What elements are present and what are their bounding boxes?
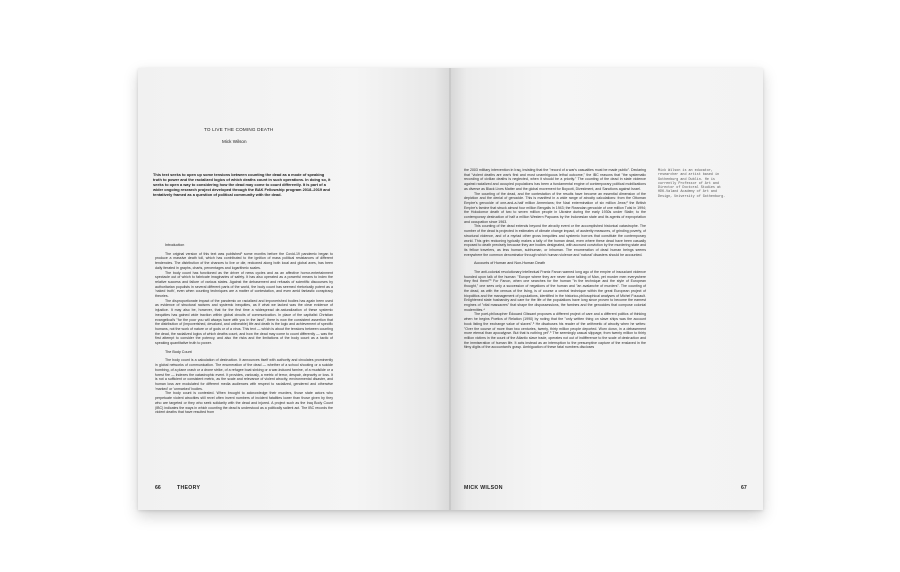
section-heading: The Body Count (165, 349, 192, 354)
abstract: This text seeks to open up some tensions between counting the dead as a mode of speaking truth to power and the racialized logics of which deaths count in such operations. In doing so, it seeks to open a way to considering how the dead may come to count differently. It is part of a wider ongoing research project developed through the BAK Fellowship program 2018–2019 and tentatively framed as a question of political community with the dead. (153, 172, 331, 198)
body-paragraph: The body count has functioned as the driver of news cycles and as an affective horror-entertainment spectacle out of which to fabricate imaginaries of safety. It has also operated as a powerful means to index the relative success and failure of various states. Against the debasement and refusals of scientific discourses by authoritarian populists in several different parts of the world, the body count has seemed rhetorically potent as a 'naked truth', even when counting techniques are a matter of contestation, and even amid fantastic conspiracy theories. (155, 270, 333, 299)
body-paragraph: The poet-philosopher Édouard Glissant proposes a different project of care and a different politics of thinking when he begins Poetics of Relation (1990) by noting that the "only written thing on slave ships was the account book listing the exchange value of slaves".⁵ He disabuses his reader of the arithmetic of atrocity when he writes: "Over the course of more than two centuries, twenty, thirty million people deported. Worn down, in a debasement more eternal than apocalypse. But that is nothing yet".⁶ The seemingly casual slippage, from twenty million to thirty million victims in the count of the Atlantic slave trade, operates not out of indifference to the scale of destruction and the immiseration of human life. It acts instead as an interruption to the presumptive capture of the enslaved in the filmy digits of the accountant's grasp. Ambiguation of these fatal numbers discloses (464, 312, 646, 350)
section-heading: Introduction (165, 243, 185, 247)
body-paragraph: The body count is contested. When brought to acknowledge their murders, those state actors who perpetuate violent atrocities still revel often invent numbers of incident fatalities lower than those given by they who are targeted or they who seek solidarity with the dead and injured. A project such as the Iraq Body Count (IBC) indicates the ways in which counting the dead is understood as a politically salient act. The IBC records the violent deaths that have resulted from (155, 391, 333, 415)
body-paragraph: the 2003 military intervention in Iraq, insisting that the "record of a war's casualties must be made public". Declaring that "violent deaths are war's first and most unambiguous lethal outcome," the IBC reasons that "the systematic recording of civilian deaths is neglected, when it should be a priority." The counting of the dead in state violence against racialized and occupied populations has been a fundamental engine of contemporary political mobilizations as diverse as Black Lives Matter and the global movement for Boycott, Divestment, and Sanctions against Israel. (464, 168, 646, 191)
body-paragraph: The counting of the dead, and the contestation of the results have become an essential dimension of the depiction and the denial of genocide. This is manifest in a wide range of atrocity calculations: from the Ottoman Empire's genocide of one-and-a-half million Armenians; the Nazi extermination of six million Jews;² the British Empire's famine that struck almost four million Bengalis in 1943; the Rwandan genocide of one million Tutsi in 1994; the Holodomor death of two to seven million people in Ukraine during the early 1930s under Stalin; to the contemporary destruction of half a million Western Papuans by the Indonesian state and its agents of expropriation and occupation since 1963. (464, 191, 646, 224)
magazine-spread (138, 68, 763, 510)
body-paragraph: The anti-colonial revolutionary intellectual Frantz Fanon warned long ago of the empire of insouciant violence founded upon talk of the human: "Europe where they are never done talking of Man, yet murder men everywhere they find them!"³ For Fanon, when one searches for the human "in the technique and the style of European thought," one sees only a succession of negations of the human and "an avalanche of murders". The counting of the dead, as with the census of the living, is of course a central technique within the great European project of biopolitics and the management of populations, identified in the historico-philosophical analyses of Michel Foucault. Enlightened state husbandry and care for the life of the populations have long since proven to become the earnest engines of "vital massacres" that shape the dispossessions, the famines and the genocides that compose colonial modernities.⁴ (464, 270, 646, 312)
body-paragraph: The original version of this text was published¹ some months before the Covid-19 pandemic began to produce a massive death toll, which has contributed to the ignition of mass political resistances of different tendencies. The distribution of the chances to live or die, reckoned along both local and global axes, has been daily iterated in graphs, charts, percentages and logarithmic scales. (155, 251, 333, 270)
running-head: MICK WILSON (464, 485, 503, 491)
right-body-column (464, 168, 646, 350)
section-label: THEORY (177, 485, 201, 491)
body-paragraph: The body count is a calculation of destruction. It announces itself with authority and circulates prominently in global networks of communication. The enumeration of the dead — whether of a school shooting or a suicide bombing, of a plane crash or a drone strike, of a refugee boat sinking or a war-induced famine, of a mudslide or a forest fire — indexes the catastrophic event. It provides, variously, a metric of terror, despair, depravity or loss. It is not a sufficient or consistent metric, as the scale and relevance of violent atrocity, environmental disaster, and human loss are modulated for different media audiences with respect to racialized, gendered and otherwise 'marked' or 'unmarked' bodies. (155, 358, 333, 391)
body-paragraph: This counting of the dead extends beyond the atrocity event or the accomplished historical catastrophe. The number of the dead is projected in estimates of climate change impact, of austerity measures, of grinding poverty, of structural violence, and of a myriad other gross inequities and systemic horrors that constitute the contemporary world. This grim reckoning typically makes a tally of the human dead, even where these dead have been casually exposed to death precisely because they are bodies designated, with accrued conviction by the murdering state and its fellow travelers, as less human, subhuman, or inhuman. The enumeration of dead human beings seems everywhere the common denominator through which human violence and 'natural' disasters should be accounted. (464, 224, 646, 257)
page-number-right: 67 (741, 485, 747, 491)
article-title: TO LIVE THE COMING DEATH (204, 127, 274, 132)
right-page (451, 68, 763, 510)
section-heading: Accounts of Human and Non-Human Death (474, 261, 546, 266)
body-paragraph: The disproportionate impact of the pandemic on racialized and impoverished bodies has again been used as evidence of structural racisms and systemic inequities, as if what we lacked was the clear evidence of injustice. It may also be, however, that for the first time a widespread de-naturalization of these systemic inequities has gained wide traction within global circuits of communication. In place of the capitalist Christian evangelical's "for the poor you will always have with you in the land", there is now the consistent assertion that the distribution of (impoverished, devalued, and unliveable) life and death is the logic and achievement of specific humans, not the work of nature or of gods or of a virus. This text — which is about the tensions between counting the dead, the racialized logics of which deaths count, and how the dead may come to count differently — was the first attempt to consider the potency, and also the risks and the limitations of the body count as a tactic of speaking quantitative truth to power. (155, 298, 333, 346)
left-body-column (155, 243, 333, 415)
page-number-left: 66 (155, 485, 161, 491)
author-bio-sidenote: Mick Wilson is an educator, researcher and artist based in Gothenburg and Dublin. He is currently Professor of Art and Director of Doctoral Studies at HDK-Valand Academy of Art and Design, University of Gothenburg. (658, 169, 726, 199)
left-page (138, 68, 450, 510)
article-author: Mick Wilson (222, 139, 247, 144)
